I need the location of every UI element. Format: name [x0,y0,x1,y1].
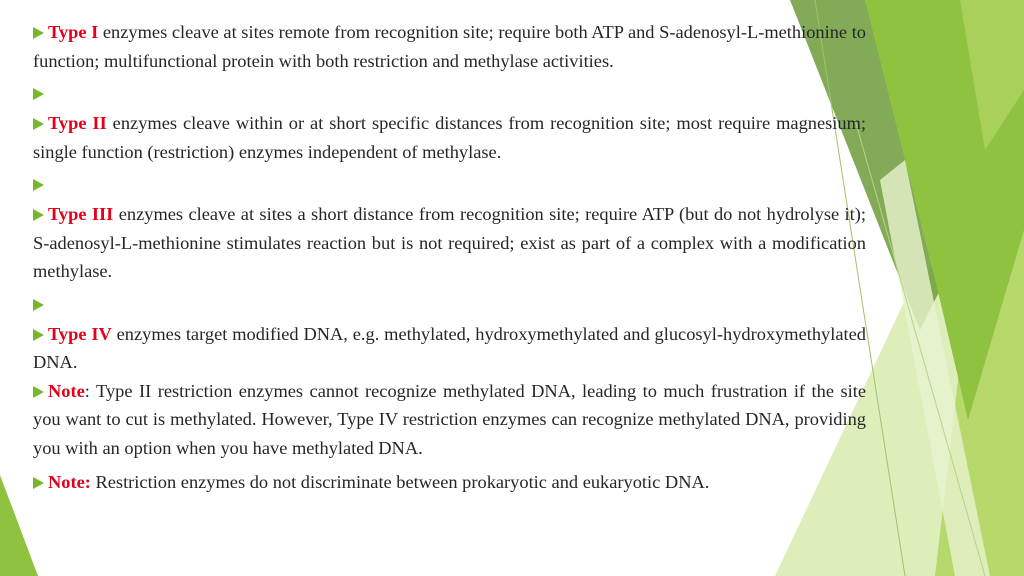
paragraph-note-1 [33,377,866,463]
type-ii-label: Type II [48,113,107,133]
triangle-right-icon [33,299,44,311]
note-1-text: : Type II restriction enzymes cannot recognize methylated DNA, leading to much frustration if the site you want to cut is methylated. However, Type IV restriction enzymes can recognize methylated DNA, providing you with an option when you have methylated DNA. [33,380,866,458]
note-1-label: Note [48,380,85,401]
slide-content [33,18,866,497]
triangle-right-icon [33,118,44,130]
paragraph-type-iii [33,200,866,286]
triangle-right-icon [33,179,44,191]
note-2-text: Restriction enzymes do not discriminate between prokaryotic and eukaryotic DNA. [90,472,710,492]
empty-bullet [33,290,866,318]
empty-bullet [33,79,866,107]
paragraph-type-i [33,18,866,75]
empty-bullet [33,170,866,198]
type-i-text: enzymes cleave at sites remote from recognition site; require both ATP and S-adenosyl-L-methionine to function; multifunctional protein with both restriction and methylase activities. [33,22,866,71]
type-iv-label: Type IV [48,323,112,344]
type-ii-text: enzymes cleave within or at short specific distances from recognition site; most require magnesium; single function (restriction) enzymes independent of methylase. [33,113,866,162]
triangle-right-icon [33,329,44,341]
paragraph-note-2 [33,468,866,497]
type-iii-text: enzymes cleave at sites a short distance from recognition site; require ATP (but do not hydrolyse it); S-adenosyl-L-methionine stimulates reaction but is not required; exist as part of a complex with a modification methylase. [33,204,866,281]
paragraph-type-iv [33,320,866,377]
note-2-label: Note: [48,472,91,492]
paragraph-type-ii [33,109,866,166]
triangle-right-icon [33,386,44,398]
type-iv-text: enzymes target modified DNA, e.g. methylated, hydroxymethylated and glucosyl-hydroxymethylated DNA. [33,323,866,372]
triangle-right-icon [33,209,44,221]
type-i-label: Type I [48,22,99,42]
type-iii-label: Type III [48,204,114,224]
triangle-right-icon [33,88,44,100]
triangle-right-icon [33,477,44,489]
triangle-right-icon [33,27,44,39]
